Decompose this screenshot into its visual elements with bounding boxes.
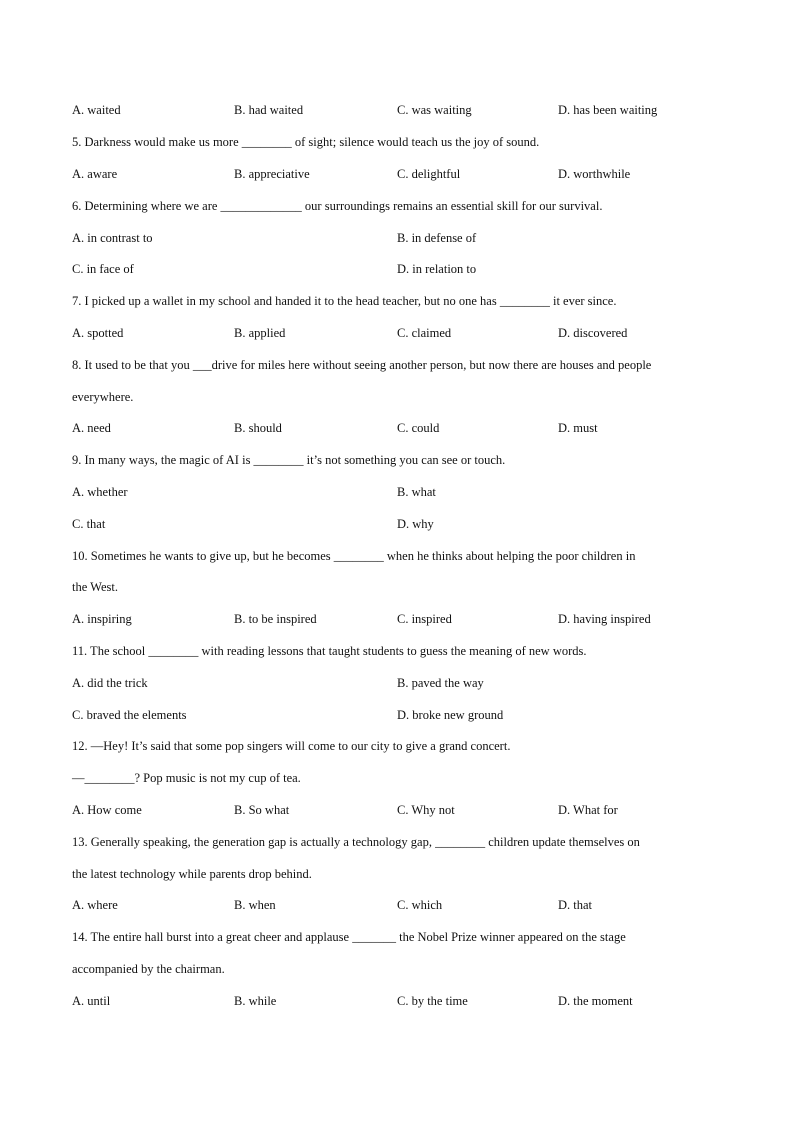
q11-stem: 11. The school ________ with reading lessons that taught students to guess the meaning of new words. bbox=[72, 644, 587, 658]
q5-option-d: D. worthwhile bbox=[558, 167, 631, 181]
q10-option-d: D. having inspired bbox=[558, 612, 651, 626]
q14-stem-line-2: accompanied by the chairman. bbox=[72, 962, 225, 976]
q6-stem: 6. Determining where we are _____________ our surroundings remains an essential skill for our survival. bbox=[72, 199, 603, 213]
q10-stem-line-2: the West. bbox=[72, 580, 118, 594]
q9-option-c: C. that bbox=[72, 517, 106, 531]
q14-option-d: D. the moment bbox=[558, 994, 633, 1008]
q8-option-a: A. need bbox=[72, 421, 111, 435]
q13-option-d: D. that bbox=[558, 898, 593, 912]
q7-option-a: A. spotted bbox=[72, 326, 124, 340]
q8-option-c: C. could bbox=[397, 421, 440, 435]
q9-stem: 9. In many ways, the magic of AI is ________ it’s not something you can see or touch. bbox=[72, 453, 506, 467]
q4-option-b: B. had waited bbox=[234, 103, 304, 117]
q14-stem-line-1: 14. The entire hall burst into a great cheer and applause _______ the Nobel Prize winner appeared on the stage bbox=[72, 930, 626, 944]
q8-stem-line-1: 8. It used to be that you ___drive for miles here without seeing another person, but now there are houses and people bbox=[72, 358, 652, 372]
q7-option-d: D. discovered bbox=[558, 326, 628, 340]
q11-option-b: B. paved the way bbox=[397, 676, 484, 690]
q13-option-b: B. when bbox=[234, 898, 276, 912]
q6-option-d: D. in relation to bbox=[397, 262, 477, 276]
q14-option-a: A. until bbox=[72, 994, 111, 1008]
q5-option-a: A. aware bbox=[72, 167, 118, 181]
q13-option-c: C. which bbox=[397, 898, 443, 912]
q11-option-a: A. did the trick bbox=[72, 676, 148, 690]
q10-option-a: A. inspiring bbox=[72, 612, 132, 626]
q12-option-c: C. Why not bbox=[397, 803, 455, 817]
q9-option-d: D. why bbox=[397, 517, 434, 531]
q4-option-c: C. was waiting bbox=[397, 103, 472, 117]
q7-option-b: B. applied bbox=[234, 326, 286, 340]
q5-stem: 5. Darkness would make us more ________ of sight; silence would teach us the joy of sound. bbox=[72, 135, 540, 149]
q7-stem: 7. I picked up a wallet in my school and handed it to the head teacher, but no one has ________ it ever since. bbox=[72, 294, 617, 308]
q10-stem-line-1: 10. Sometimes he wants to give up, but he becomes ________ when he thinks about helping the poor children in bbox=[72, 549, 636, 563]
q6-option-a: A. in contrast to bbox=[72, 231, 153, 245]
q12-stem-line-1: 12. —Hey! It’s said that some pop singers will come to our city to give a grand concert. bbox=[72, 739, 511, 753]
q4-option-a: A. waited bbox=[72, 103, 121, 117]
q8-option-d: D. must bbox=[558, 421, 598, 435]
q9-option-a: A. whether bbox=[72, 485, 128, 499]
q13-stem-line-2: the latest technology while parents drop behind. bbox=[72, 867, 312, 881]
q13-stem-line-1: 13. Generally speaking, the generation gap is actually a technology gap, ________ children update themselves on bbox=[72, 835, 640, 849]
q11-option-c: C. braved the elements bbox=[72, 708, 187, 722]
q8-option-b: B. should bbox=[234, 421, 282, 435]
q14-option-b: B. while bbox=[234, 994, 277, 1008]
q14-option-c: C. by the time bbox=[397, 994, 468, 1008]
q6-option-c: C. in face of bbox=[72, 262, 134, 276]
q10-option-c: C. inspired bbox=[397, 612, 452, 626]
q11-option-d: D. broke new ground bbox=[397, 708, 504, 722]
q7-option-c: C. claimed bbox=[397, 326, 452, 340]
q8-stem-line-2: everywhere. bbox=[72, 390, 134, 404]
q12-option-d: D. What for bbox=[558, 803, 618, 817]
q4-option-d: D. has been waiting bbox=[558, 103, 658, 117]
q5-option-c: C. delightful bbox=[397, 167, 461, 181]
q5-option-b: B. appreciative bbox=[234, 167, 310, 181]
q10-option-b: B. to be inspired bbox=[234, 612, 317, 626]
q6-option-b: B. in defense of bbox=[397, 231, 477, 245]
q9-option-b: B. what bbox=[397, 485, 436, 499]
q13-option-a: A. where bbox=[72, 898, 118, 912]
q12-stem-line-2: —________? Pop music is not my cup of tea. bbox=[72, 771, 301, 785]
q12-option-b: B. So what bbox=[234, 803, 290, 817]
q12-option-a: A. How come bbox=[72, 803, 142, 817]
